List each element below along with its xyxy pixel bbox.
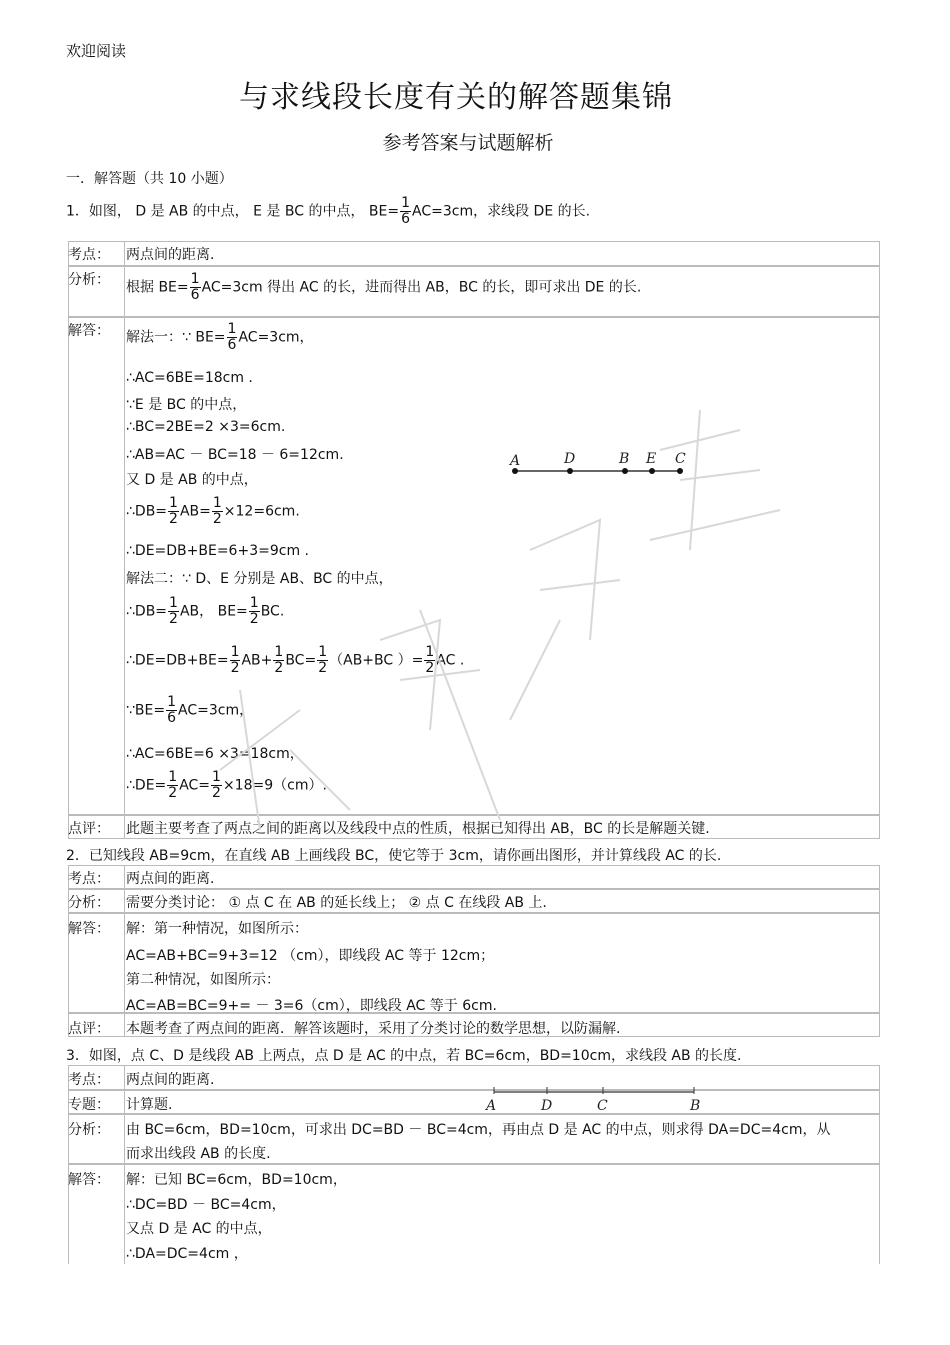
label-c: C bbox=[675, 451, 686, 467]
label-c: C bbox=[597, 1098, 608, 1114]
q1-dianping: 此题主要考查了两点之间的距离以及线段中点的性质，根据已知得出 AB，BC 的长是解题关键. bbox=[126, 821, 710, 837]
q3-fenxi-1: 由 BC=6cm，BD=10cm，可求出 DC=BD － BC=4cm，再由点 D 是 AC 的中点，则求得 DA=DC=4cm，从 bbox=[126, 1122, 831, 1138]
label-e: E bbox=[646, 451, 657, 467]
q1-fenxi: 根据 BE= $\frac{1}{6}$ AC=3cm 得出 AC 的长，进而得出 AB，BC 的长，即可求出 DE 的长. bbox=[126, 271, 642, 303]
q3-line-1: 解：已知 BC=6cm，BD=10cm， bbox=[126, 1172, 347, 1188]
q3-jieda-label: 解答： bbox=[68, 1172, 110, 1188]
fraction: $\frac{1}{2}$ bbox=[274, 644, 284, 676]
label-b: B bbox=[619, 451, 630, 467]
fraction: $\frac{1}{2}$ bbox=[168, 769, 178, 801]
q1-line-10: ∴DB= $\frac{1}{2}$ AB， BE= $\frac{1}{2}$ BC. bbox=[126, 595, 285, 627]
q1-line-14: ∴DE= $\frac{1}{2}$ AC= $\frac{1}{2}$ ×18=9（cm）. bbox=[126, 769, 327, 801]
q3-line-4: ∴DA=DC=4cm ， bbox=[126, 1246, 248, 1262]
q1-kaodian: 两点间的距离. bbox=[126, 247, 215, 263]
q1-line-9: 解法二：∵ D、E 分别是 AB、BC 的中点， bbox=[126, 571, 393, 587]
q3-segment-figure bbox=[480, 1082, 710, 1114]
fraction: $\frac{1}{2}$ bbox=[249, 595, 259, 627]
q3-line-3: 又点 D 是 AC 的中点， bbox=[126, 1221, 272, 1237]
q2-dianping: 本题考查了两点间的距离．解答该题时，采用了分类讨论的数学思想，以防漏解. bbox=[126, 1021, 621, 1037]
document-subtitle: 参考答案与试题解析 bbox=[382, 132, 554, 154]
q1-line-7: ∴DB= $\frac{1}{2}$ AB= $\frac{1}{2}$ ×12=6cm. bbox=[126, 495, 300, 527]
fraction: $\frac{1}{2}$ bbox=[212, 495, 222, 527]
q1-col-divider bbox=[124, 241, 125, 839]
fraction: $\frac{1}{6}$ bbox=[167, 694, 177, 726]
q1-kaodian-label: 考点： bbox=[68, 247, 110, 263]
welcome-header: 欢迎阅读 bbox=[66, 42, 127, 60]
q2-stem: 2．已知线段 AB=9cm，在直线 AB 上画线段 BC，使它等于 3cm，请你画出图形，并计算线段 AC 的长. bbox=[66, 848, 722, 864]
label-a: A bbox=[510, 453, 521, 469]
q3-zhuanti: 计算题. bbox=[126, 1097, 173, 1113]
q2-jieda-label: 解答： bbox=[68, 921, 110, 937]
watermark bbox=[180, 390, 800, 870]
q3-row-zhuanti bbox=[68, 1090, 880, 1114]
fraction: $\frac{1}{2}$ bbox=[169, 595, 178, 627]
label-b: B bbox=[690, 1098, 701, 1114]
q2-line-2: AC=AB+BC=9+3=12 （cm），即线段 AC 等于 12cm； bbox=[126, 948, 495, 964]
q3-stem: 3．如图，点 C、D 是线段 AB 上两点，点 D 是 AC 的中点，若 BC=6cm，BD=10cm，求线段 AB 的长度. bbox=[66, 1048, 742, 1064]
q2-fenxi-label: 分析： bbox=[68, 895, 110, 911]
q1-line-8: ∴DE=DB+BE=6+3=9cm . bbox=[126, 543, 309, 559]
fraction: $\frac{1}{6}$ bbox=[227, 321, 237, 353]
fraction: $\frac{1}{2}$ bbox=[169, 495, 178, 527]
fraction: $\frac{1}{6}$ bbox=[190, 271, 200, 303]
q3-line-2: ∴DC=BD － BC=4cm， bbox=[126, 1197, 286, 1213]
label-a: A bbox=[486, 1098, 497, 1114]
section-heading: 一．解答题（共 10 小题） bbox=[66, 171, 233, 187]
q1-line-4: ∴BC=2BE=2 ×3=6cm. bbox=[126, 419, 286, 435]
fraction: $\frac{1}{2}$ bbox=[212, 769, 221, 801]
q2-line-3: 第二种情况，如图所示： bbox=[126, 972, 280, 988]
q1-stem-text: 1．如图， D 是 AB 的中点， E 是 BC 的中点， BE= bbox=[66, 203, 400, 220]
q1-line-12: ∵BE= $\frac{1}{6}$ AC=3cm， bbox=[126, 694, 254, 726]
q1-line-3: ∵E 是 BC 的中点， bbox=[126, 397, 247, 413]
q1-line-1: 解法一：∵ BE= $\frac{1}{6}$ AC=3cm， bbox=[126, 321, 314, 353]
q3-col-divider bbox=[124, 1065, 125, 1264]
label-d: D bbox=[541, 1098, 553, 1114]
q1-jieda-label: 解答： bbox=[68, 323, 110, 339]
q2-kaodian-label: 考点： bbox=[68, 871, 110, 887]
fraction: $\frac{1}{6}$ bbox=[401, 195, 411, 227]
q1-line-13: ∴AC=6BE=6 ×3=18cm， bbox=[126, 746, 304, 762]
q1-line-6: 又 D 是 AB 的中点， bbox=[126, 472, 258, 488]
fraction: $\frac{1}{2}$ bbox=[318, 644, 328, 676]
fraction: $\frac{1}{2}$ bbox=[230, 644, 240, 676]
q3-zhuanti-label: 专题： bbox=[68, 1097, 110, 1113]
q2-kaodian: 两点间的距离. bbox=[126, 871, 215, 887]
fraction: $\frac{1}{2}$ bbox=[425, 644, 435, 676]
label-d: D bbox=[564, 451, 576, 467]
q1-dianping-label: 点评： bbox=[68, 821, 110, 837]
q1-line-5: ∴AB=AC － BC=18 － 6=12cm. bbox=[126, 447, 344, 463]
q1-stem-text-2: AC=3cm，求线段 DE 的长. bbox=[412, 203, 591, 220]
document-title: 与求线段长度有关的解答题集锦 bbox=[239, 80, 673, 115]
q2-line-4: AC=AB=BC=9+= － 3=6（cm），即线段 AC 等于 6cm. bbox=[126, 998, 497, 1014]
q1-line-11: ∴DE=DB+BE= $\frac{1}{2}$ AB+ $\frac{1}{2}$ BC= $\frac{1}{2}$ （AB+BC ）= $\frac{1}{2}$ AC . bbox=[126, 644, 465, 676]
q1-stem bbox=[66, 196, 590, 227]
q2-fenxi: 需要分类讨论： ① 点 C 在 AB 的延长线上； ② 点 C 在线段 AB 上. bbox=[126, 895, 547, 911]
q2-col-divider bbox=[124, 865, 125, 1037]
q1-line-2: ∴AC=6BE=18cm . bbox=[126, 370, 253, 386]
q3-kaodian: 两点间的距离. bbox=[126, 1072, 215, 1088]
q2-dianping-label: 点评： bbox=[68, 1021, 110, 1037]
q2-line-1: 解：第一种情况，如图所示： bbox=[126, 921, 308, 937]
q3-kaodian-label: 考点： bbox=[68, 1072, 110, 1088]
q1-fenxi-label: 分析： bbox=[68, 272, 110, 288]
q3-fenxi-label: 分析： bbox=[68, 1122, 110, 1138]
q3-fenxi-2: 而求出线段 AB 的长度. bbox=[126, 1146, 271, 1162]
